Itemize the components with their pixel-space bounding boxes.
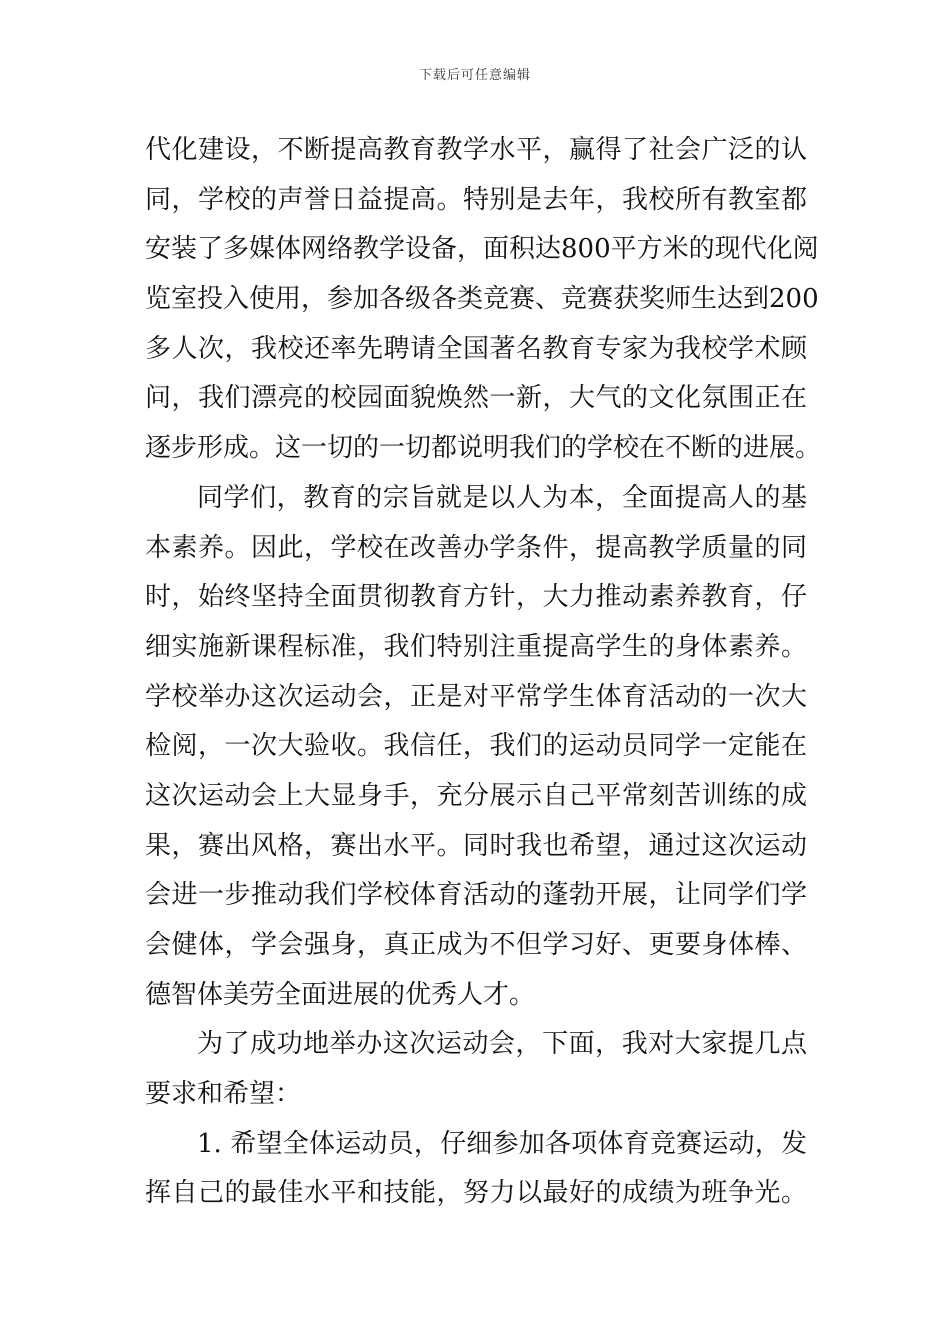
page-header: 下载后可任意编辑 <box>418 68 531 83</box>
text-line: 这次运动会上大显身手，充分展示自己平常刻苦训练的成 <box>145 780 807 811</box>
text-line: 学校举办这次运动会，正是对平常学生体育活动的一次大 <box>145 681 807 712</box>
text-line: 本素养。因此，学校在改善办学条件，提高教学质量的同 <box>145 532 807 563</box>
text-line: 要求和希望： <box>145 1079 302 1110</box>
text-line: 挥自己的最佳水平和技能，努力以最好的成绩为班争光。 <box>145 1178 807 1209</box>
text-line: 览室投入使用，参加各级各类竞赛、竞赛获奖师生达到200 <box>145 284 819 315</box>
text-line: 会进一步推动我们学校体育活动的蓬勃开展，让同学们学 <box>145 880 807 911</box>
text-line: 逐步形成。这一切的一切都说明我们的学校在不断的进展。 <box>145 433 822 464</box>
text-line: 多人次，我校还率先聘请全国著名教育专家为我校学术顾 <box>145 333 807 364</box>
text-line: 1. 希望全体运动员，仔细参加各项体育竞赛运动，发 <box>197 1128 807 1159</box>
text-line: 德智体美劳全面进展的优秀人才。 <box>145 979 536 1010</box>
text-line: 同学们，教育的宗旨就是以人为本，全面提高人的基 <box>197 482 807 513</box>
text-line: 果，赛出风格，赛出水平。同时我也希望，通过这次运动 <box>145 830 807 861</box>
text-line: 代化建设，不断提高教育教学水平，赢得了社会广泛的认 <box>145 135 807 165</box>
text-line: 检阅，一次大验收。我信任，我们的运动员同学一定能在 <box>145 731 807 762</box>
text-line: 安装了多媒体网络教学设备，面积达800平方米的现代化阅 <box>145 234 819 265</box>
text-line: 时，始终坚持全面贯彻教育方针，大力推动素养教育，仔 <box>145 582 807 613</box>
text-line: 同，学校的声誉日益提高。特别是去年，我校所有教室都 <box>145 184 807 215</box>
text-line: 为了成功地举办这次运动会，下面，我对大家提几点 <box>197 1029 807 1060</box>
text-line: 会健体，学会强身，真正成为不但学习好、更要身体棒、 <box>145 930 807 960</box>
text-line: 问，我们漂亮的校园面貌焕然一新，大气的文化氛围正在 <box>145 383 807 414</box>
text-line: 细实施新课程标准，我们特别注重提高学生的身体素养。 <box>145 631 807 662</box>
document-body <box>145 126 822 1219</box>
